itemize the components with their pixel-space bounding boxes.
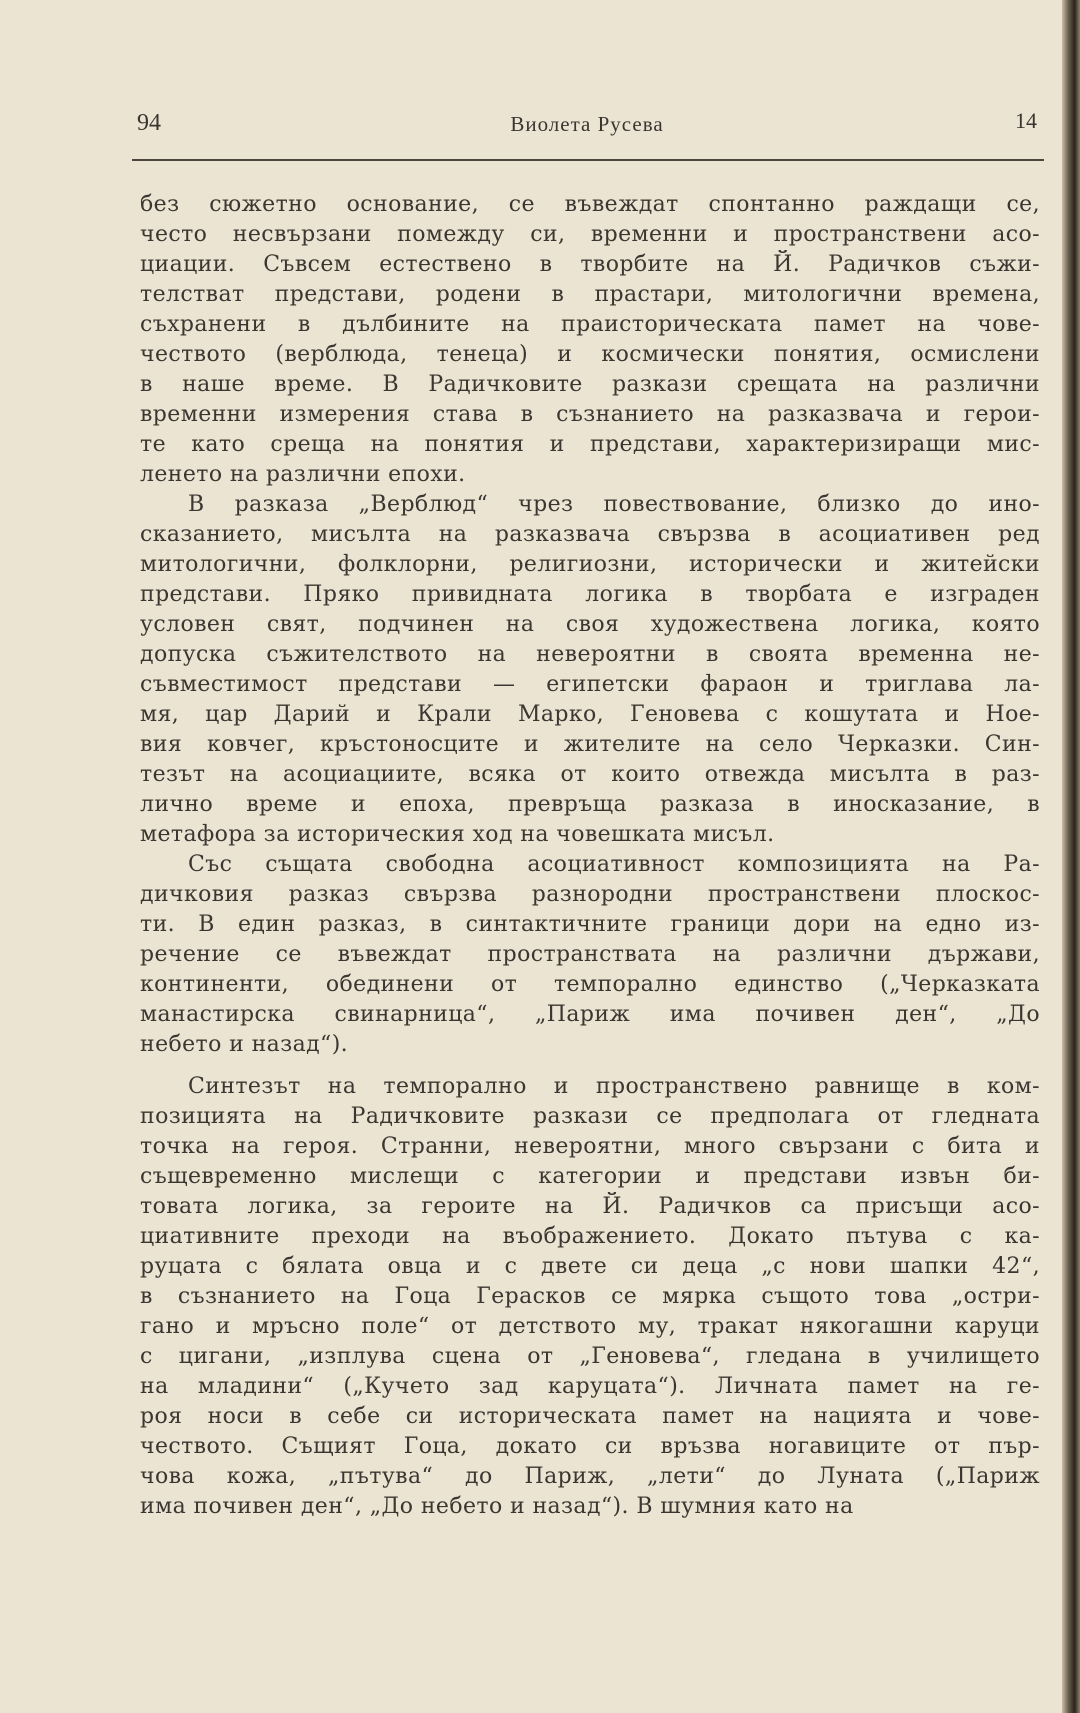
text-line: ти. В един разказ, в синтактичните граници дори на едно из- [140,912,1040,937]
paragraph [140,190,1040,490]
text-line: често несвързани помежду си, временни и пространствени асо- [140,222,1040,247]
text-line: чеството. Същият Гоца, докато си връзва ногавиците от пър- [140,1434,1040,1459]
paragraph-gap [140,1060,1040,1072]
text-line: условен свят, подчинен на своя художествена логика, която [140,612,1040,637]
text-line: циации. Съвсем естествено в творбите на Й. Радичков съжи- [140,252,1040,277]
text-line: циативните преходи на въображението. Докато пътува с ка- [140,1224,1040,1249]
text-line: има почивен ден“, „До небето и назад“). В шумния като на [140,1494,854,1519]
text-line: точка на героя. Странни, невероятни, много свързани с бита и [140,1134,1040,1159]
text-line: континенти, обединени от темпорално единство („Черказката [140,972,1040,997]
text-line: чова кожа, „пътува“ до Париж, „лети“ до Луната („Париж [140,1464,1040,1489]
text-line: вия ковчег, кръстоносците и жителите на село Черказки. Син- [140,732,1040,757]
text-line: дичковия разказ свързва разнородни пространствени плоскос- [140,882,1040,907]
text-line: руцата с бялата овца и с двете си деца „с нови шапки 42“, [140,1254,1040,1279]
text-line: Синтезът на темпорално и пространствено равнище в ком- [188,1074,1040,1099]
text-line: сказанието, мисълта на разказвача свързва в асоциативен ред [140,522,1040,547]
text-line: съвместимост представи — египетски фараон и триглава ла- [140,672,1040,697]
text-line: чеството (верблюда, тенеца) и космически понятия, осмислени [140,342,1040,367]
text-line: допуска съжителството на невероятни в своята временна не- [140,642,1040,667]
running-title-author: Виолета Русева [510,112,664,136]
text-line: същевременно мислещи с категории и представи извън би- [140,1164,1040,1189]
text-line: небето и назад“). [140,1032,349,1057]
text-line: те като среща на понятия и представи, характеризиращи мис- [140,432,1040,457]
text-line: временни измерения става в съзнанието на разказвача и герои- [140,402,1040,427]
running-header [137,108,1037,148]
body-text [140,190,1040,1522]
text-line: мя, цар Дарий и Крали Марко, Геновева с кошутата и Ное- [140,702,1040,727]
text-line: манастирска свинарница“, „Париж има почивен ден“, „До [140,1002,1040,1027]
text-line: в съзнанието на Гоца Герасков се мярка същото това „остри- [140,1284,1040,1309]
text-line: ленето на различни епохи. [140,462,466,487]
page-number-right: 14 [1015,108,1037,133]
text-line: гано и мръсно поле“ от детството му, тракат някогашни каруци [140,1314,1040,1339]
header-rule [132,159,1044,161]
paragraph [140,850,1040,1060]
text-line: телстват представи, родени в прастари, митологични времена, [140,282,1040,307]
text-line: без сюжетно основание, се въвеждат спонтанно раждащи се, [140,192,1040,217]
text-line: в наше време. В Радичковите разкази срещата на различни [140,372,1040,397]
page-number-left: 94 [137,110,161,136]
paragraph [140,1072,1040,1522]
text-line: метафора за историческия ход на човешката мисъл. [140,822,775,847]
text-line: съхранени в дълбините на праисторическата памет на чове- [140,312,1040,337]
page-edge-shadow [1062,0,1080,1713]
text-line: на младини“ („Кучето зад каруцата“). Личната памет на ге- [140,1374,1040,1399]
text-line: товата логика, за героите на Й. Радичков са присъщи асо- [140,1194,1040,1219]
paragraph [140,490,1040,850]
text-line: тезът на асоциациите, всяка от които отвежда мисълта в раз- [140,762,1040,787]
text-line: речение се въвеждат пространствата на различни държави, [140,942,1040,967]
text-line: представи. Пряко привидната логика в творбата е изграден [140,582,1040,607]
text-line: позицията на Радичковите разкази се предполага от гледната [140,1104,1040,1129]
text-line: роя носи в себе си историческата памет на нацията и чове- [140,1404,1040,1429]
text-line: митологични, фолклорни, религиозни, исторически и житейски [140,552,1040,577]
text-line: Със същата свободна асоциативност композицията на Ра- [188,852,1040,877]
text-line: лично време и епоха, превръща разказа в иносказание, в [140,792,1040,817]
text-line: с цигани, „изплува сцена от „Геновева“, гледана в училището [140,1344,1040,1369]
text-line: В разказа „Верблюд“ чрез повествование, близко до ино- [188,492,1040,517]
